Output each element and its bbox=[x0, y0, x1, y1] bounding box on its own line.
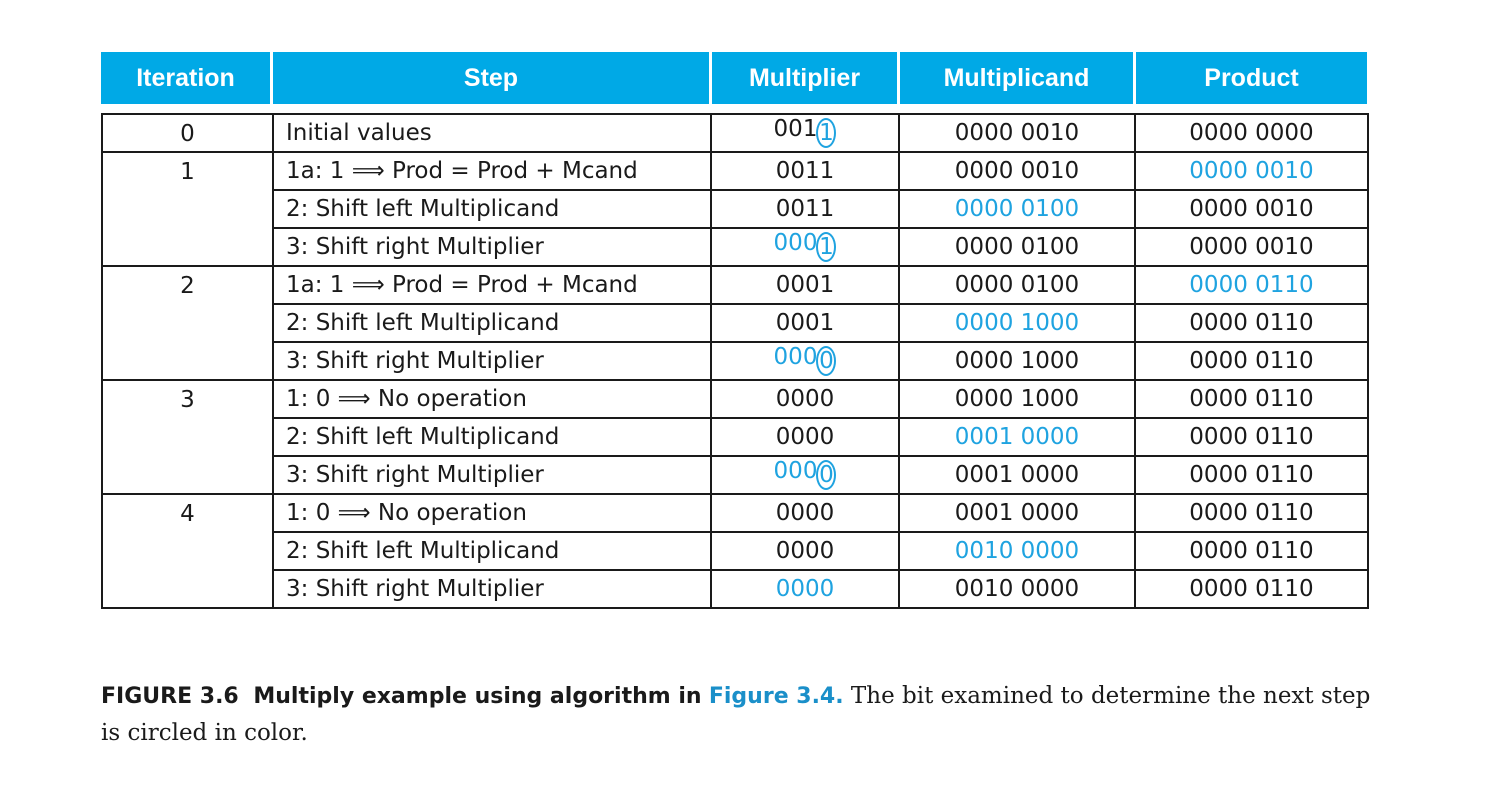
multiplier-cell: 0001 bbox=[711, 304, 899, 342]
multiplicand-cell: 0000 1000 bbox=[899, 380, 1135, 418]
header-multiplicand: Multiplicand bbox=[900, 52, 1133, 104]
multiplier-bits: 000 bbox=[773, 230, 818, 256]
iteration-cell: 2 bbox=[102, 266, 273, 380]
table-row bbox=[102, 570, 1368, 608]
step-cell: 3: Shift right Multiplier bbox=[273, 228, 711, 266]
multiplier-cell: 0001 bbox=[711, 266, 899, 304]
table-row bbox=[102, 190, 1368, 228]
step-cell: 2: Shift left Multiplicand bbox=[273, 190, 711, 228]
caption-title: Multiply example using algorithm in bbox=[253, 684, 702, 709]
multiplier-cell: 0000 bbox=[711, 532, 899, 570]
table-row bbox=[102, 266, 1368, 304]
step-cell: 1: 0 ⟹ No operation bbox=[273, 494, 711, 532]
step-cell: 2: Shift left Multiplicand bbox=[273, 418, 711, 456]
header-iteration: Iteration bbox=[101, 52, 270, 104]
multiplier-bits: 000 bbox=[773, 344, 818, 370]
product-cell: 0000 0110 bbox=[1135, 570, 1368, 608]
step-cell: 1a: 1 ⟹ Prod = Prod + Mcand bbox=[273, 266, 711, 304]
table-row bbox=[102, 152, 1368, 190]
step-cell: Initial values bbox=[273, 114, 711, 152]
circled-bit: 1 bbox=[816, 232, 836, 262]
product-cell: 0000 0010 bbox=[1135, 190, 1368, 228]
iteration-cell: 4 bbox=[102, 494, 273, 608]
circled-bit: 0 bbox=[816, 460, 836, 490]
product-cell: 0000 0110 bbox=[1135, 456, 1368, 494]
multiplicand-cell: 0000 0100 bbox=[899, 190, 1135, 228]
multiplicand-cell: 0000 0100 bbox=[899, 228, 1135, 266]
multiply-example-figure bbox=[101, 52, 1367, 602]
multiplier-cell: 0000 bbox=[711, 570, 899, 608]
multiplier-cell: 0011 bbox=[711, 152, 899, 190]
table-row bbox=[102, 418, 1368, 456]
step-cell: 3: Shift right Multiplier bbox=[273, 342, 711, 380]
product-cell: 0000 0110 bbox=[1135, 304, 1368, 342]
product-cell: 0000 0010 bbox=[1135, 228, 1368, 266]
multiplier-cell bbox=[711, 456, 899, 494]
multiplier-cell: 0000 bbox=[711, 418, 899, 456]
header-step: Step bbox=[273, 52, 709, 104]
product-cell: 0000 0110 bbox=[1135, 532, 1368, 570]
multiplicand-cell: 0001 0000 bbox=[899, 418, 1135, 456]
multiplicand-cell: 0010 0000 bbox=[899, 532, 1135, 570]
multiplicand-cell: 0001 0000 bbox=[899, 456, 1135, 494]
multiplier-bits: 001 bbox=[773, 116, 818, 142]
iteration-cell: 1 bbox=[102, 152, 273, 266]
step-cell: 3: Shift right Multiplier bbox=[273, 570, 711, 608]
circled-bit: 1 bbox=[816, 118, 836, 148]
table-row bbox=[102, 114, 1368, 152]
step-cell: 2: Shift left Multiplicand bbox=[273, 304, 711, 342]
step-cell: 1: 0 ⟹ No operation bbox=[273, 380, 711, 418]
figure-caption bbox=[101, 678, 1371, 751]
multiplicand-cell: 0000 1000 bbox=[899, 342, 1135, 380]
multiplier-bits: 000 bbox=[773, 458, 818, 484]
table-row bbox=[102, 494, 1368, 532]
product-cell: 0000 0000 bbox=[1135, 114, 1368, 152]
product-cell: 0000 0110 bbox=[1135, 380, 1368, 418]
product-cell: 0000 0110 bbox=[1135, 342, 1368, 380]
multiplicand-cell: 0000 1000 bbox=[899, 304, 1135, 342]
step-cell: 3: Shift right Multiplier bbox=[273, 456, 711, 494]
multiply-table bbox=[101, 113, 1369, 609]
product-cell: 0000 0110 bbox=[1135, 418, 1368, 456]
multiplicand-cell: 0000 0010 bbox=[899, 152, 1135, 190]
caption-text: The bit examined to determine the next step is circled in color. bbox=[101, 683, 1371, 746]
header-multiplier: Multiplier bbox=[712, 52, 897, 104]
multiplier-cell bbox=[711, 228, 899, 266]
product-cell: 0000 0110 bbox=[1135, 266, 1368, 304]
multiplier-cell: 0011 bbox=[711, 190, 899, 228]
table-header bbox=[101, 52, 1367, 104]
product-cell: 0000 0010 bbox=[1135, 152, 1368, 190]
multiplicand-cell: 0010 0000 bbox=[899, 570, 1135, 608]
multiplier-cell bbox=[711, 114, 899, 152]
iteration-cell: 0 bbox=[102, 114, 273, 152]
table-row bbox=[102, 228, 1368, 266]
multiplier-cell: 0000 bbox=[711, 380, 899, 418]
table-row bbox=[102, 342, 1368, 380]
multiplier-cell: 0000 bbox=[711, 494, 899, 532]
caption-label: FIGURE 3.6 bbox=[101, 684, 239, 709]
caption-figure-link[interactable]: Figure 3.4. bbox=[708, 684, 844, 709]
step-cell: 2: Shift left Multiplicand bbox=[273, 532, 711, 570]
circled-bit: 0 bbox=[816, 346, 836, 376]
table-row bbox=[102, 532, 1368, 570]
multiplier-cell bbox=[711, 342, 899, 380]
header-product: Product bbox=[1136, 52, 1367, 104]
table-row bbox=[102, 380, 1368, 418]
multiplicand-cell: 0000 0100 bbox=[899, 266, 1135, 304]
multiplicand-cell: 0001 0000 bbox=[899, 494, 1135, 532]
multiplicand-cell: 0000 0010 bbox=[899, 114, 1135, 152]
step-cell: 1a: 1 ⟹ Prod = Prod + Mcand bbox=[273, 152, 711, 190]
table-row bbox=[102, 304, 1368, 342]
table-body bbox=[102, 114, 1368, 608]
iteration-cell: 3 bbox=[102, 380, 273, 494]
table-row bbox=[102, 456, 1368, 494]
product-cell: 0000 0110 bbox=[1135, 494, 1368, 532]
